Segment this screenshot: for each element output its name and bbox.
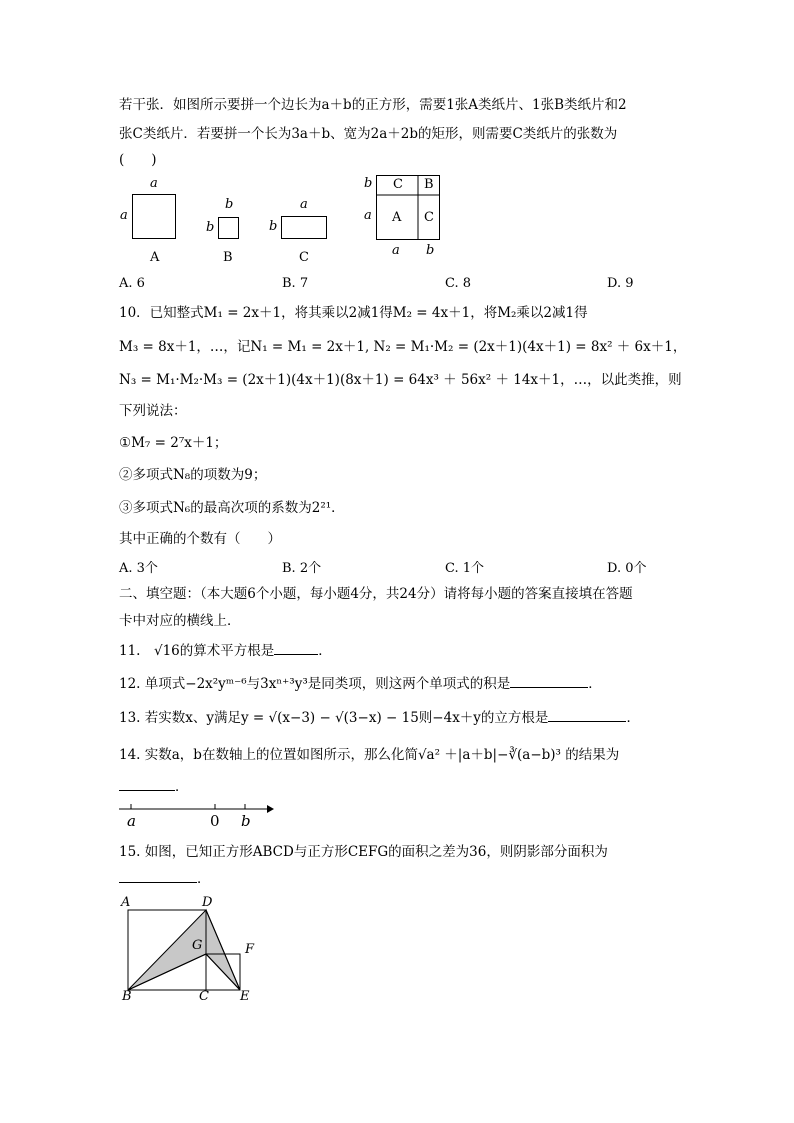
q15-label-g: G (192, 938, 203, 953)
q14-label-b: b (241, 812, 251, 830)
q9-paren: ( ) (119, 152, 157, 168)
q9-c-caption: C (299, 250, 309, 265)
q9-big-left-top-label: b (364, 176, 373, 191)
q10-statement-2: ②多项式N₈的项数为9； (119, 467, 267, 483)
q9-big-left-mid-label: a (364, 208, 372, 223)
q14-text: 14. 实数a，b在数轴上的位置如图所示，那么化简√a² ＋|a＋b|−∛(a−b)³ 的结果为 (119, 747, 620, 763)
section2-heading-cont: 卡中对应的横线上． (119, 613, 241, 629)
q15-answer-row: ． (119, 870, 211, 888)
q14-number-line (119, 800, 274, 820)
q9-option-c[interactable]: C. 8 (445, 276, 472, 291)
q15-answer-blank[interactable] (119, 870, 197, 883)
q15-label-e: E (240, 989, 250, 1004)
q9-a-side-label: a (120, 208, 128, 223)
q12-text-row: 12. 单项式−2x²yᵐ⁻⁶与3xⁿ⁺³y³是同类项，则这两个单项式的积是 ． (119, 676, 602, 692)
q11-answer-blank[interactable] (274, 642, 318, 655)
q14-answer-blank[interactable] (119, 778, 175, 791)
q10-option-b[interactable]: B. 2个 (282, 561, 322, 576)
q13-text-row: 13. 若实数x、y满足y = √(x−3) − √(3−x) − 15则−4x＋y的立方根是 ． (119, 710, 640, 726)
q14-answer-row: ． (119, 778, 189, 796)
q15-label-f: F (245, 942, 255, 957)
q9-piece-b (218, 217, 239, 239)
q10-option-a[interactable]: A. 3个 (119, 561, 158, 576)
q9-line2: 张C类纸片．若要拼一个长为3a＋b、宽为2a＋2b的矩形，则需要C类纸片的张数为 (119, 126, 618, 142)
q14-label-zero: 0 (210, 812, 220, 830)
q9-piece-c (281, 216, 327, 239)
q12-answer-blank[interactable] (510, 675, 588, 688)
q9-big-cell-c-right: C (424, 210, 434, 225)
q9-b-top-label: b (225, 197, 234, 212)
q10-statement-1: ①M₇ = 2⁷x＋1； (119, 435, 228, 451)
q9-big-bottom-right-label: b (426, 243, 435, 258)
q13-answer-blank[interactable] (548, 709, 626, 722)
q9-a-caption: A (150, 250, 160, 265)
q15-figure (120, 900, 260, 1010)
q10-option-d[interactable]: D. 0个 (607, 561, 647, 576)
q9-big-cell-b: B (424, 177, 434, 192)
q14-label-a: a (127, 812, 136, 830)
q15-label-d: D (202, 895, 213, 910)
q9-big-bottom-left-label: a (392, 243, 400, 258)
q9-c-top-label: a (300, 197, 308, 212)
q15-text: 15. 如图，已知正方形ABCD与正方形CEFG的面积之差为36，则阴影部分面积为 (119, 844, 608, 860)
q9-option-d[interactable]: D. 9 (607, 276, 634, 291)
q9-option-b[interactable]: B. 7 (282, 276, 309, 291)
q10-line2: M₃ = 8x＋1，…，记N₁ = M₁ = 2x＋1, N₂ = M₁·M₂ = (2x＋1)(4x＋1) = 8x² ＋ 6x＋1， (119, 339, 687, 355)
q9-b-caption: B (223, 250, 233, 265)
section2-heading: 二、填空题：（本大题6个小题，每小题4分，共24分）请将每小题的答案直接填在答题 (119, 586, 633, 602)
q13-text: 13. 若实数x、y满足y = √(x−3) − √(3−x) − 15则−4x＋y的立方根是 (119, 710, 549, 726)
q9-big-cell-c-top: C (393, 177, 403, 192)
q9-option-a[interactable]: A. 6 (119, 276, 145, 291)
q9-a-top-label: a (150, 176, 158, 191)
q9-c-side-label: b (269, 219, 278, 234)
q10-statement-3: ③多项式N₆的最高次项的系数为2²¹． (119, 500, 345, 516)
q9-line1: 若干张．如图所示要拼一个边长为a＋b的正方形，需要1张A类纸片、1张B类纸片和2 (119, 97, 627, 113)
q11-text-row: 11. √16的算术平方根是 ． (119, 643, 332, 659)
q12-text: 12. 单项式−2x²yᵐ⁻⁶与3xⁿ⁺³y³是同类项，则这两个单项式的积是 (119, 676, 511, 692)
q10-line4: 下列说法： (119, 403, 187, 419)
q9-piece-a (132, 194, 176, 239)
q10-option-c[interactable]: C. 1个 (445, 561, 485, 576)
q11-text: 11. √16的算术平方根是 (119, 643, 275, 659)
q10-ask: 其中正确的个数有（ ） (119, 531, 281, 547)
q15-label-a: A (121, 895, 131, 910)
q15-label-b: B (122, 989, 132, 1004)
q9-big-cell-a: A (392, 210, 402, 225)
q9-b-side-label: b (206, 220, 215, 235)
q10-line3: N₃ = M₁·M₂·M₃ = (2x＋1)(4x＋1)(8x＋1) = 64x³ ＋ 56x² ＋ 14x＋1，…，以此类推，则 (119, 372, 682, 388)
q15-label-c: C (199, 989, 209, 1004)
q10-line1: 10．已知整式M₁ = 2x＋1，将其乘以2减1得M₂ = 4x＋1，将M₂乘以2减1得 (119, 305, 588, 321)
